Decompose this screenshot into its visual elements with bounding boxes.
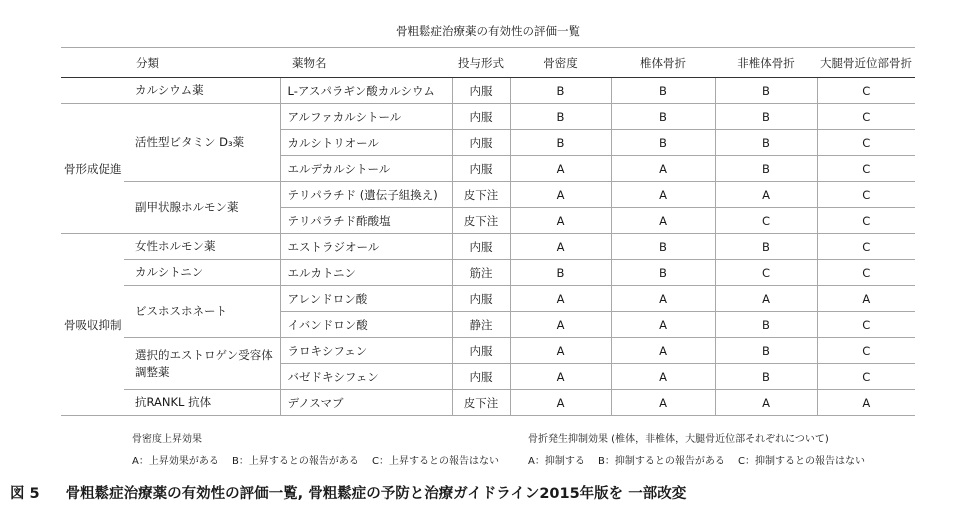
grade-hip-cell: C — [817, 104, 915, 130]
administration-form-cell: 内服 — [452, 364, 510, 390]
grade-hip-cell: C — [817, 130, 915, 156]
grade-nonvertebral-cell: B — [715, 78, 817, 104]
drug-name-cell: エストラジオール — [280, 234, 452, 260]
grade-nonvertebral-cell: C — [715, 208, 817, 234]
drug-class-cell: カルシトニン — [124, 260, 280, 286]
header-vertebral: 椎体骨折 — [611, 48, 715, 78]
bmd-note-title: 骨密度上昇効果 — [132, 434, 202, 445]
drug-name-cell: ラロキシフェン — [280, 338, 452, 364]
header-hip: 大腿骨近位部骨折 — [817, 48, 915, 78]
administration-form-cell: 皮下注 — [452, 208, 510, 234]
drug-class-cell: 抗RANKL 抗体 — [124, 390, 280, 416]
administration-form-cell: 皮下注 — [452, 182, 510, 208]
drug-class-cell: 女性ホルモン薬 — [124, 234, 280, 260]
category-cell: 骨形成促進 — [61, 104, 124, 234]
grade-hip-cell: C — [817, 156, 915, 182]
table-row — [61, 390, 915, 416]
administration-form-cell: 内服 — [452, 104, 510, 130]
grade-hip-cell: C — [817, 182, 915, 208]
grade-bmd-cell: A — [510, 390, 611, 416]
table-row — [61, 338, 915, 364]
grade-bmd-cell: B — [510, 130, 611, 156]
table-title-row — [61, 14, 915, 48]
drug-name-cell: エルカトニン — [280, 260, 452, 286]
table-body — [61, 78, 915, 416]
grade-hip-cell: C — [817, 208, 915, 234]
drug-name-cell: デノスマブ — [280, 390, 452, 416]
header-class: 分類 — [124, 48, 280, 78]
caption-text: 骨粗鬆症治療薬の有効性の評価一覧, 骨粗鬆症の予防と治療ガイドライン2015年版を 一部改変 — [65, 486, 687, 502]
bmd-note-legend: A：上昇効果がある B：上昇するとの報告がある C：上昇するとの報告はない — [132, 456, 500, 467]
grade-nonvertebral-cell: C — [715, 260, 817, 286]
grade-vertebral-cell: A — [611, 338, 715, 364]
drug-name-cell: エルデカルシトール — [280, 156, 452, 182]
grade-nonvertebral-cell: B — [715, 312, 817, 338]
grade-vertebral-cell: A — [611, 286, 715, 312]
grade-hip-cell: C — [817, 234, 915, 260]
table-title: 骨粗鬆症治療薬の有効性の評価一覧 — [61, 14, 915, 48]
category-cell: 骨吸収抑制 — [61, 234, 124, 416]
header-nonvertebral: 非椎体骨折 — [715, 48, 817, 78]
drug-name-cell: イバンドロン酸 — [280, 312, 452, 338]
grade-vertebral-cell: A — [611, 208, 715, 234]
drug-class-cell: ビスホスホネート — [124, 286, 280, 338]
administration-form-cell: 皮下注 — [452, 390, 510, 416]
grade-nonvertebral-cell: B — [715, 234, 817, 260]
header-spacer — [61, 48, 124, 78]
administration-form-cell: 静注 — [452, 312, 510, 338]
grade-vertebral-cell: A — [611, 156, 715, 182]
table-header-row — [61, 48, 915, 78]
figure-label: 図 5 — [10, 486, 40, 502]
grade-vertebral-cell: A — [611, 182, 715, 208]
grade-nonvertebral-cell: B — [715, 130, 817, 156]
administration-form-cell: 筋注 — [452, 260, 510, 286]
drug-name-cell: バゼドキシフェン — [280, 364, 452, 390]
drug-name-cell: アルファカルシトール — [280, 104, 452, 130]
drug-class-cell: 活性型ビタミン D₃薬 — [124, 104, 280, 182]
header-drug: 薬物名 — [280, 48, 452, 78]
grade-hip-cell: A — [817, 286, 915, 312]
grade-hip-cell: A — [817, 390, 915, 416]
drug-name-cell: テリパラチド酢酸塩 — [280, 208, 452, 234]
administration-form-cell: 内服 — [452, 286, 510, 312]
grade-bmd-cell: B — [510, 260, 611, 286]
table-row — [61, 78, 915, 104]
grade-hip-cell: C — [817, 364, 915, 390]
drug-name-cell: L-アスパラギン酸カルシウム — [280, 78, 452, 104]
grade-nonvertebral-cell: B — [715, 364, 817, 390]
drug-class-cell: 選択的エストロゲン受容体調整薬 — [124, 338, 280, 390]
grade-hip-cell: C — [817, 260, 915, 286]
drug-name-cell: カルシトリオール — [280, 130, 452, 156]
grade-bmd-cell: A — [510, 364, 611, 390]
grade-nonvertebral-cell: A — [715, 390, 817, 416]
drug-class-cell: カルシウム薬 — [124, 78, 280, 104]
table-row — [61, 286, 915, 312]
grade-bmd-cell: A — [510, 286, 611, 312]
administration-form-cell: 内服 — [452, 156, 510, 182]
table-row — [61, 234, 915, 260]
table-row — [61, 104, 915, 130]
grade-hip-cell: C — [817, 78, 915, 104]
administration-form-cell: 内服 — [452, 338, 510, 364]
drug-name-cell: アレンドロン酸 — [280, 286, 452, 312]
grade-nonvertebral-cell: B — [715, 338, 817, 364]
grade-vertebral-cell: A — [611, 364, 715, 390]
grade-bmd-cell: A — [510, 182, 611, 208]
header-bmd: 骨密度 — [510, 48, 611, 78]
grade-vertebral-cell: A — [611, 312, 715, 338]
grade-nonvertebral-cell: A — [715, 286, 817, 312]
grade-nonvertebral-cell: B — [715, 104, 817, 130]
table-row — [61, 182, 915, 208]
figure-caption — [10, 482, 951, 503]
grade-nonvertebral-cell: B — [715, 156, 817, 182]
category-cell — [61, 78, 124, 104]
administration-form-cell: 内服 — [452, 234, 510, 260]
administration-form-cell: 内服 — [452, 130, 510, 156]
grade-hip-cell: C — [817, 312, 915, 338]
grade-vertebral-cell: B — [611, 260, 715, 286]
grade-bmd-cell: A — [510, 338, 611, 364]
drug-class-cell: 副甲状腺ホルモン薬 — [124, 182, 280, 234]
drug-name-cell: テリパラチド (遺伝子組換え) — [280, 182, 452, 208]
header-form: 投与形式 — [452, 48, 510, 78]
grade-nonvertebral-cell: A — [715, 182, 817, 208]
grade-bmd-cell: A — [510, 234, 611, 260]
fracture-note-title: 骨折発生抑制効果 (椎体，非椎体，大腿骨近位部それぞれについて) — [528, 434, 829, 445]
fracture-note-legend: A：抑制する B：抑制するとの報告がある C：抑制するとの報告はない — [528, 456, 866, 467]
grade-bmd-cell: A — [510, 156, 611, 182]
grade-bmd-cell: A — [510, 312, 611, 338]
grade-hip-cell: C — [817, 338, 915, 364]
grade-vertebral-cell: A — [611, 390, 715, 416]
administration-form-cell: 内服 — [452, 78, 510, 104]
grade-vertebral-cell: B — [611, 104, 715, 130]
grade-vertebral-cell: B — [611, 130, 715, 156]
grade-bmd-cell: B — [510, 104, 611, 130]
grade-bmd-cell: A — [510, 208, 611, 234]
grade-vertebral-cell: B — [611, 78, 715, 104]
grade-bmd-cell: B — [510, 78, 611, 104]
drug-efficacy-table — [61, 14, 915, 416]
grade-vertebral-cell: B — [611, 234, 715, 260]
table-row — [61, 260, 915, 286]
